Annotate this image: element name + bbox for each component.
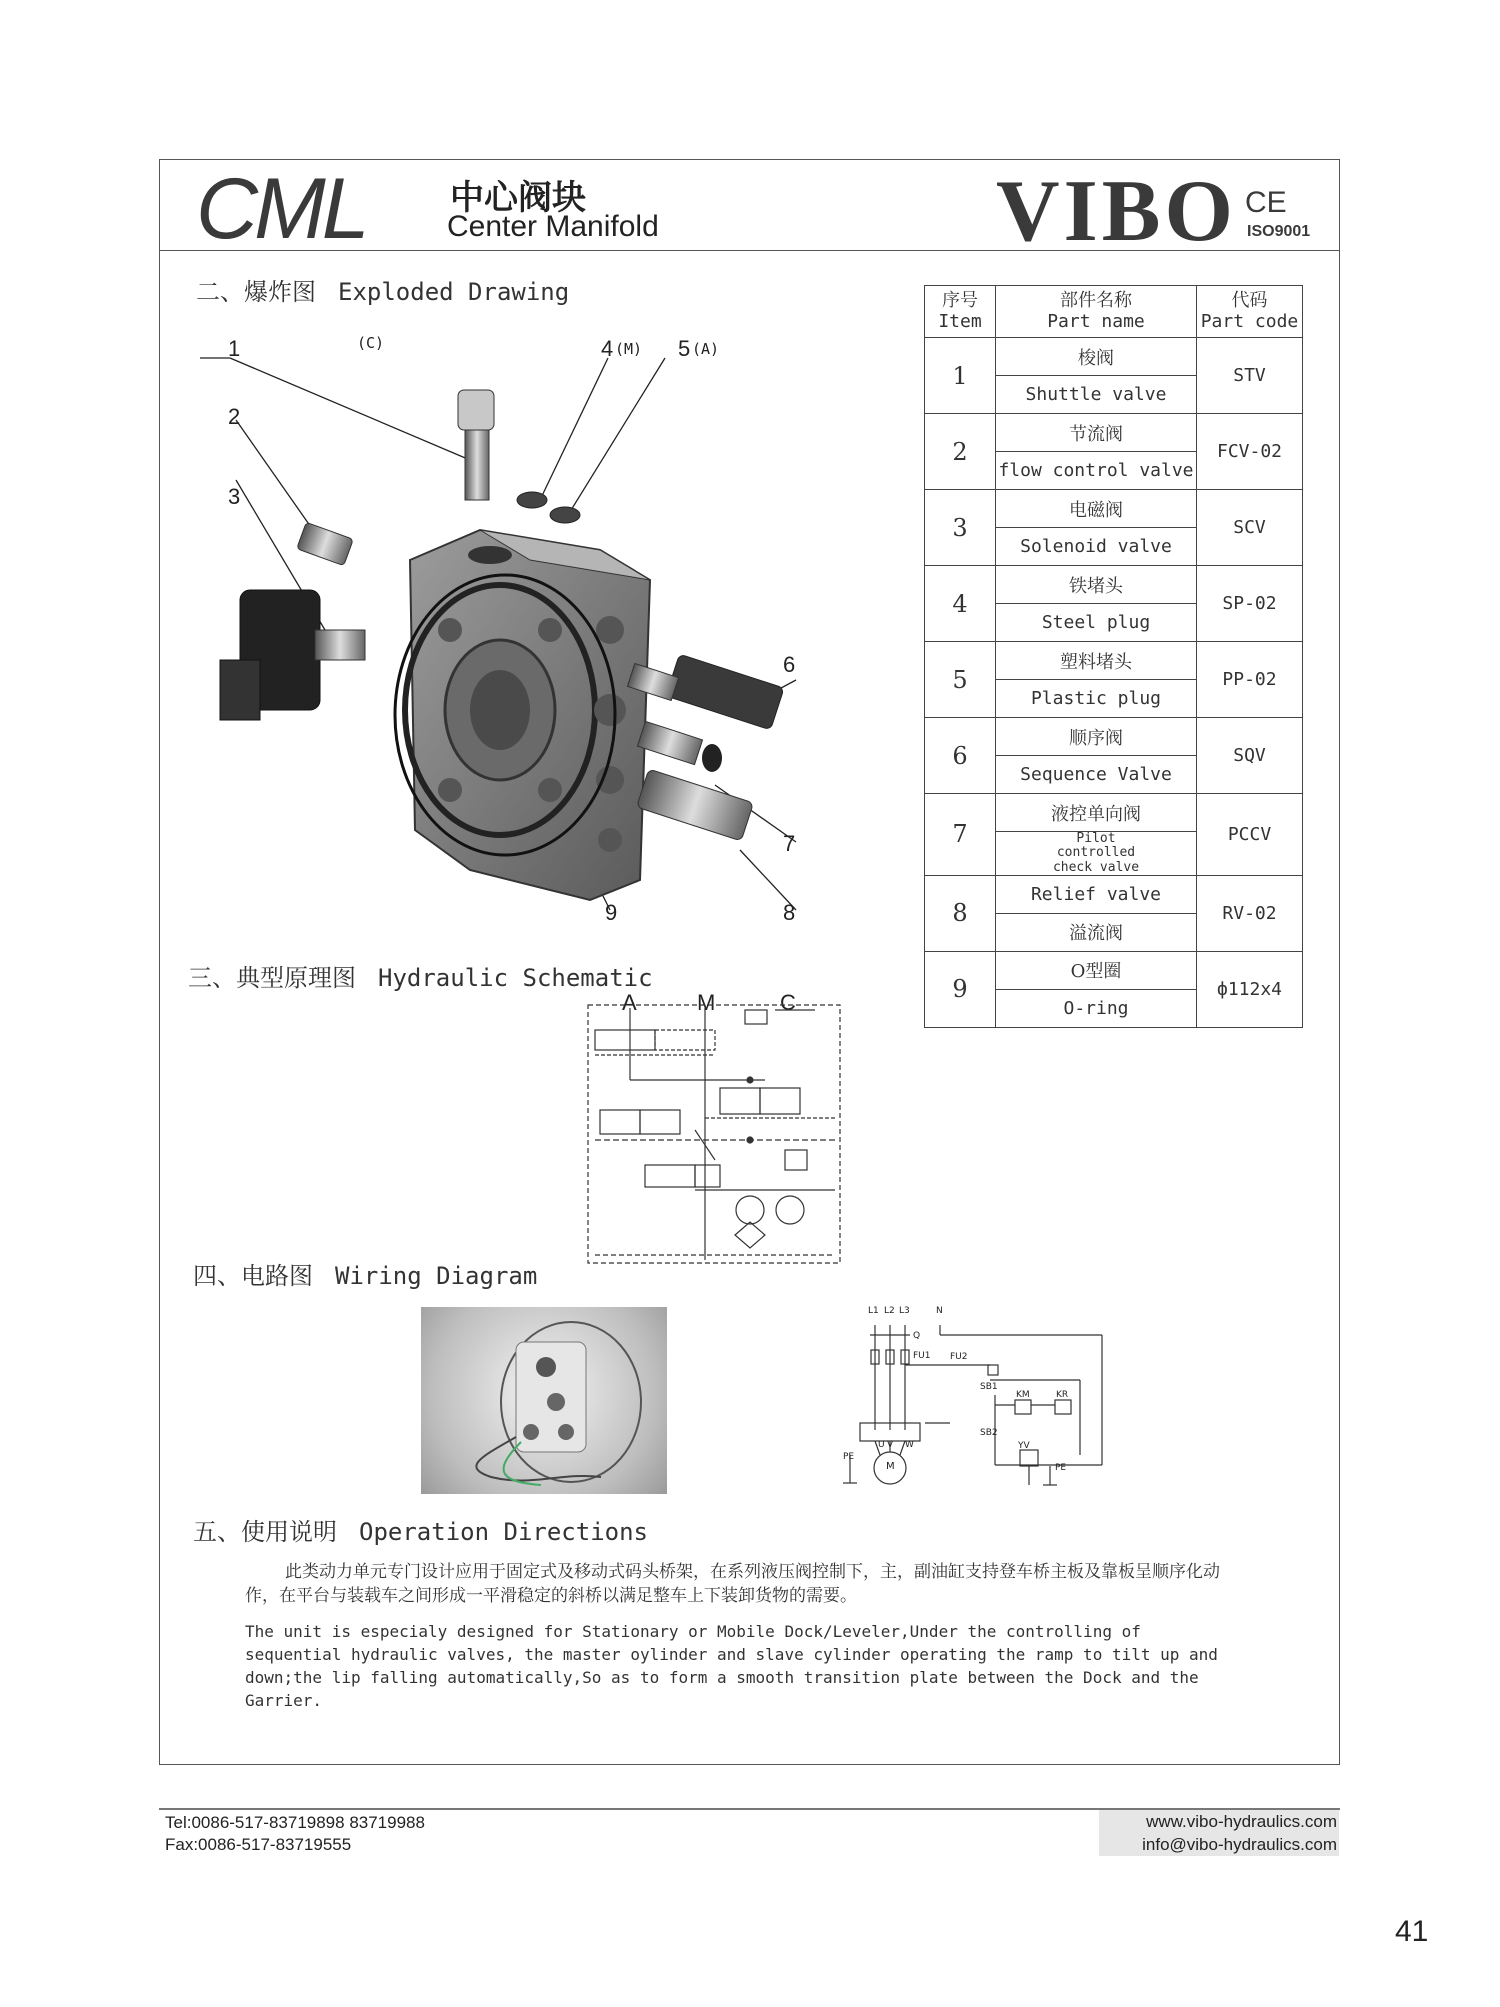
callout-3: 3 [228, 484, 241, 509]
header-item-cn: 序号 [942, 289, 978, 311]
header-code-cn: 代码 [1231, 289, 1268, 311]
part-code: RV-02 [1197, 875, 1303, 951]
table-header-row [925, 286, 1303, 338]
section-exploded-en: Exploded Drawing [338, 278, 570, 306]
part-name-cn: 节流阀 [996, 414, 1197, 452]
part-code: SP-02 [1197, 566, 1303, 642]
part-name-en: Solenoid valve [996, 528, 1197, 566]
header-code [1197, 286, 1303, 338]
part-name-en: Plastic plug [996, 680, 1197, 718]
section-schematic-cn: 三、典型原理图 [188, 964, 356, 992]
part-code: SCV [1197, 490, 1303, 566]
section-schematic-en: Hydraulic Schematic [378, 964, 653, 992]
footer-contact [165, 1812, 425, 1856]
iso-certification: ISO9001 [1247, 223, 1311, 240]
header-item [925, 286, 996, 338]
section-operation-en: Operation Directions [359, 1518, 648, 1546]
port-a-label: A [622, 990, 637, 1015]
callout-2: 2 [228, 404, 241, 429]
section-schematic-heading [188, 958, 653, 993]
port-m-label: M [697, 990, 716, 1015]
callout-6: 6 [783, 652, 796, 677]
header-name [996, 286, 1197, 338]
table-row [925, 414, 1303, 452]
item-number: 7 [925, 794, 996, 876]
part-name-en: Steel plug [996, 604, 1197, 642]
callout-1: 1 [228, 336, 241, 361]
part-name-en: Shuttle valve [996, 376, 1197, 414]
item-number: 5 [925, 642, 996, 718]
callout-4-tag: (M) [615, 340, 643, 358]
brand-logo: VIBO [996, 163, 1237, 260]
part-code: ф112x4 [1197, 951, 1303, 1027]
part-name-en-text: Pilot controlled check valve [1052, 831, 1140, 875]
table-row [925, 566, 1303, 604]
model-code: CML [196, 161, 366, 257]
part-name-cn: O型圈 [996, 951, 1197, 989]
part-code: PCCV [1197, 794, 1303, 876]
part-name-en: O-ring [996, 989, 1197, 1027]
wiring-label-sb2: SB2 [980, 1428, 998, 1438]
port-c-label: C [780, 990, 796, 1015]
table-row [925, 794, 1303, 832]
callout-5-tag: (A) [692, 340, 720, 358]
wiring-label-q: Q [913, 1331, 921, 1341]
callout-9: 9 [605, 900, 618, 925]
wiring-label-fu2: FU2 [950, 1352, 968, 1362]
item-number: 2 [925, 414, 996, 490]
part-code: SQV [1197, 718, 1303, 794]
wiring-label-motor: M [886, 1461, 895, 1472]
item-number: 1 [925, 338, 996, 414]
item-number: 3 [925, 490, 996, 566]
ce-mark: CE [1245, 186, 1287, 219]
table-row [925, 951, 1303, 989]
control-box-illustration [421, 1307, 667, 1494]
exploded-drawing [200, 330, 840, 930]
section-wiring-en: Wiring Diagram [335, 1262, 538, 1290]
title-en: Center Manifold [447, 210, 659, 243]
part-name-cn: 梭阀 [996, 338, 1197, 376]
callout-8: 8 [783, 900, 796, 925]
operation-text-en: The unit is especialy designed for Stationary or Mobile Dock/Leveler,Under the controlling of sequential hydraulic valves, the master oylinder and slave cylinder operating the ramp to tilt up and down;the lip falling automatically,So as to form a smooth transition plate between the Dock and the Garrier. [245, 1622, 1218, 1710]
table-row [925, 338, 1303, 376]
item-number: 4 [925, 566, 996, 642]
wiring-label-kr: KR [1056, 1390, 1069, 1400]
hydraulic-schematic [585, 1000, 845, 1270]
footer-web-block [1099, 1810, 1339, 1856]
part-name-cn: 顺序阀 [996, 718, 1197, 756]
part-name-en: Relief valve [996, 875, 1197, 913]
callout-c-label: (C) [357, 334, 385, 352]
item-number: 9 [925, 951, 996, 1027]
item-number: 8 [925, 875, 996, 951]
header-name-en: Part name [1047, 310, 1145, 332]
part-code: PP-02 [1197, 642, 1303, 718]
wiring-label-sb1: SB1 [980, 1382, 998, 1392]
footer-tel: Tel:0086-517-83719898 83719988 [165, 1813, 425, 1832]
footer-email-link[interactable]: info@vibo-hydraulics.com [1142, 1835, 1337, 1854]
operation-text-cn: 此类动力单元专门设计应用于固定式及移动式码头桥架，在系列液压阀控制下，主，副油缸支持登车桥主板及靠板呈顺序化动作，在平台与装载车之间形成一平滑稳定的斜桥以满足整车上下装卸货物的需要。 [245, 1562, 1220, 1606]
header-name-cn: 部件名称 [1060, 289, 1132, 311]
part-name-en: Sequence Valve [996, 756, 1197, 794]
wiring-label-n: N [936, 1306, 943, 1316]
section-exploded-cn: 二、爆炸图 [196, 278, 316, 306]
section-wiring-cn: 四、电路图 [193, 1262, 313, 1290]
callout-4: 4 [601, 336, 614, 361]
part-name-en: flow control valve [996, 452, 1197, 490]
table-row [925, 642, 1303, 680]
footer-website-link[interactable]: www.vibo-hydraulics.com [1146, 1812, 1337, 1831]
wiring-label-w: W [905, 1440, 914, 1450]
section-exploded-heading [196, 272, 569, 307]
section-wiring-heading [193, 1256, 537, 1291]
part-name-en [996, 832, 1197, 876]
part-name-cn: 塑料堵头 [996, 642, 1197, 680]
item-number: 6 [925, 718, 996, 794]
wiring-label-l1: L1 [868, 1306, 879, 1316]
wiring-label-v: V [887, 1440, 894, 1450]
title-cn: 中心阀块 [450, 178, 586, 218]
part-code: STV [1197, 338, 1303, 414]
table-row [925, 718, 1303, 756]
section-operation-cn: 五、使用说明 [193, 1518, 337, 1546]
wiring-label-u: U [878, 1440, 885, 1450]
part-code: FCV-02 [1197, 414, 1303, 490]
wiring-label-pe-right: PE [1055, 1463, 1067, 1473]
control-box-photo [421, 1307, 667, 1494]
wiring-label-fu1: FU1 [913, 1351, 931, 1361]
wiring-label-pe-left: PE [843, 1452, 855, 1462]
callout-7: 7 [783, 831, 796, 856]
callout-5: 5 [678, 336, 691, 361]
wiring-label-l3: L3 [899, 1306, 910, 1316]
parts-table [924, 285, 1303, 1028]
header-code-en: Part code [1200, 310, 1299, 332]
footer-fax: Fax:0086-517-83719555 [165, 1835, 352, 1854]
section-operation-heading [193, 1512, 648, 1547]
wiring-label-yv: YV [1018, 1441, 1030, 1451]
page-number: 41 [1395, 1915, 1429, 1948]
part-name-cn: 溢流阀 [996, 913, 1197, 951]
part-name-cn: 电磁阀 [996, 490, 1197, 528]
wiring-diagram [840, 1305, 1110, 1495]
wiring-label-l2: L2 [884, 1306, 895, 1316]
wiring-label-km: KM [1016, 1390, 1030, 1400]
table-row [925, 490, 1303, 528]
part-name-cn: 液控单向阀 [996, 794, 1197, 832]
header-item-en: Item [938, 310, 982, 332]
table-row [925, 875, 1303, 913]
part-name-cn: 铁堵头 [996, 566, 1197, 604]
